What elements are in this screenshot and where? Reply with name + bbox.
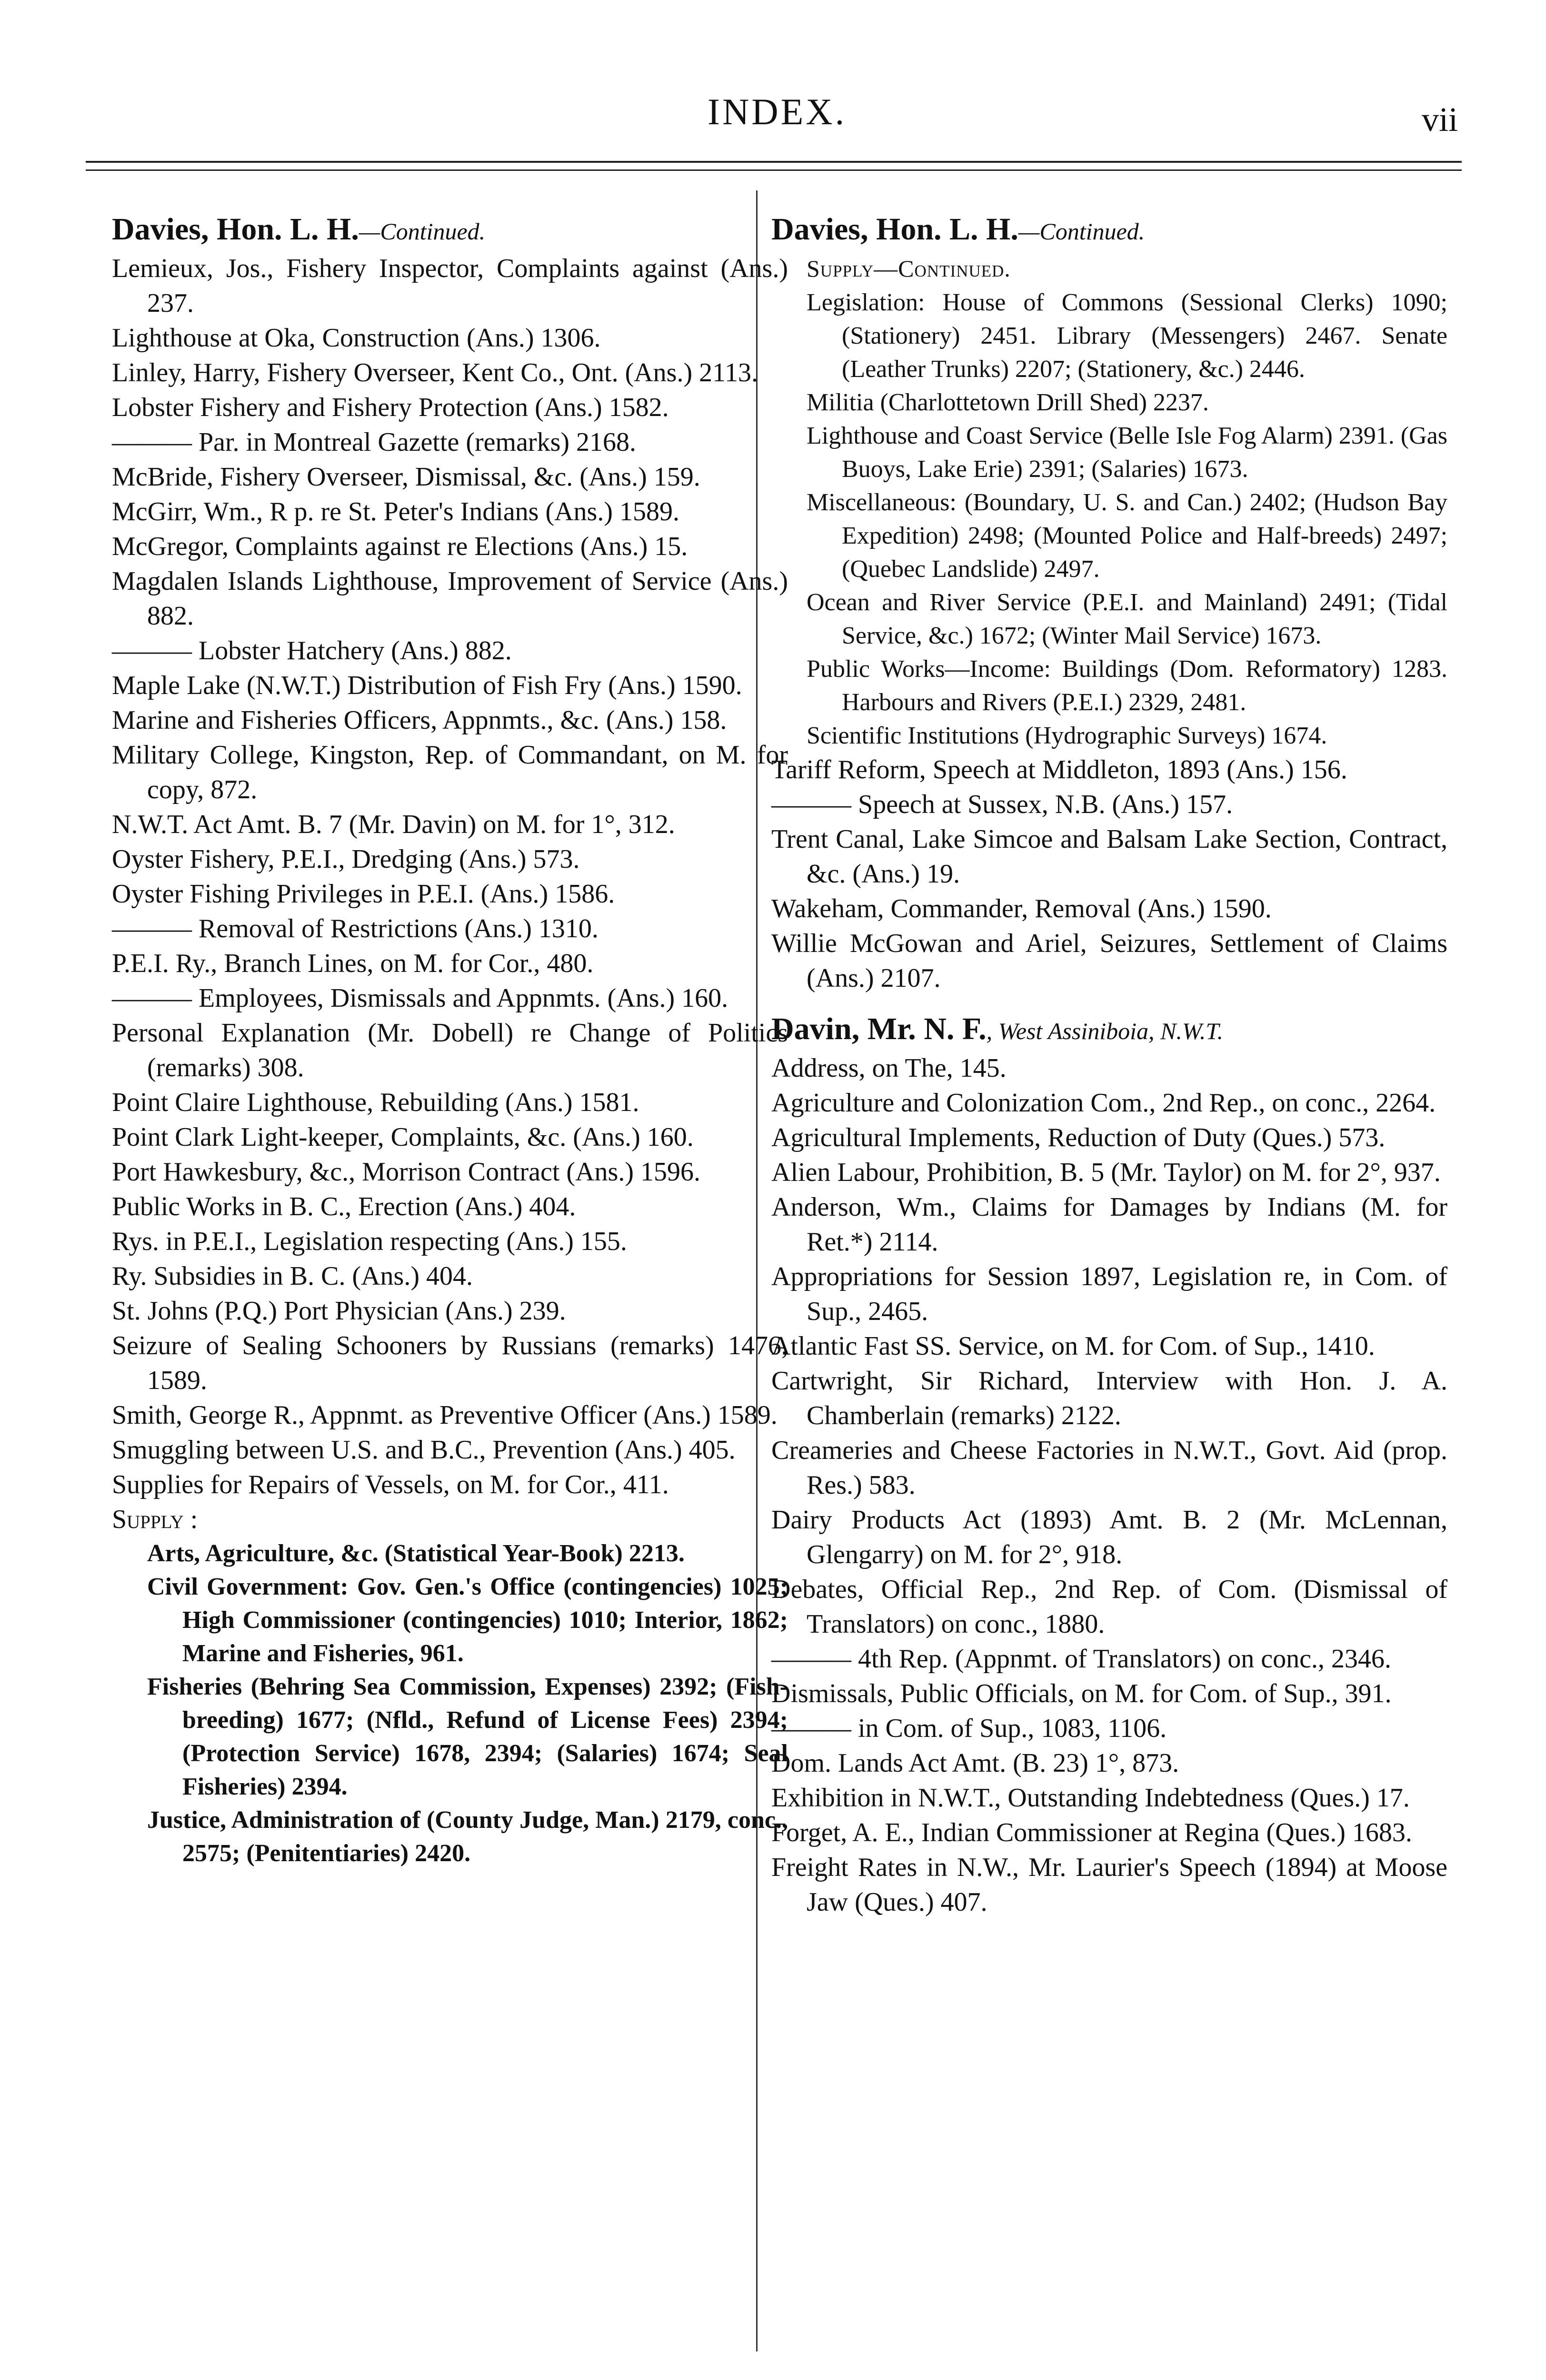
page-number: vii	[1422, 100, 1458, 139]
index-entry: Cartwright, Sir Richard, Interview with Hon. J. A. Chamberlain (remarks) 2122.	[771, 1366, 1447, 1430]
supply-entry: Public Works—Income: Buildings (Dom. Reformatory) 1283. Harbours and Rivers (P.E.I.) 2329, 2481.	[807, 655, 1447, 716]
index-entry: N.W.T. Act Amt. B. 7 (Mr. Davin) on M. for 1°, 312.	[112, 810, 675, 839]
page-header	[0, 90, 1546, 148]
supply-label: Supply :	[112, 1505, 198, 1534]
index-entry: Agriculture and Colonization Com., 2nd Rep., on conc., 2264.	[771, 1088, 1436, 1118]
index-entry: Seizure of Sealing Schooners by Russians (remarks) 1476, 1589.	[112, 1331, 788, 1395]
index-entry: McBride, Fishery Overseer, Dismissal, &c. (Ans.) 159.	[112, 462, 700, 492]
index-entry: Dismissals, Public Officials, on M. for Com. of Sup., 391.	[771, 1679, 1392, 1708]
index-entry: Linley, Harry, Fishery Overseer, Kent Co., Ont. (Ans.) 2113.	[112, 358, 758, 387]
index-entry: Wakeham, Commander, Removal (Ans.) 1590.	[771, 894, 1272, 923]
index-entry: St. Johns (P.Q.) Port Physician (Ans.) 239.	[112, 1296, 566, 1326]
supply-entry: Lighthouse and Coast Service (Belle Isle Fog Alarm) 2391. (Gas Buoys, Lake Erie) 2391; (Salaries) 1673.	[807, 422, 1447, 483]
supply-entry: Legislation: House of Commons (Sessional Clerks) 1090; (Stationery) 2451. Library (Messengers) 2467. Senate (Leather Trunks) 2207; (Stationery, &c.) 2446.	[807, 289, 1447, 383]
supply-entry: Civil Government: Gov. Gen.'s Office (contingencies) 1025; High Commissioner (contingencies) 1010; Interior, 1862; Marine and Fisheries, 961.	[147, 1573, 788, 1667]
page-title: INDEX.	[708, 91, 847, 132]
index-entry: Dairy Products Act (1893) Amt. B. 2 (Mr. McLennan, Glengarry) on M. for 2°, 918.	[771, 1505, 1447, 1569]
index-entry: Supplies for Repairs of Vessels, on M. for Cor., 411.	[112, 1470, 669, 1499]
index-entry: Point Clark Light-keeper, Complaints, &c. (Ans.) 160.	[112, 1122, 694, 1152]
index-subentry: ——— 4th Rep. (Appnmt. of Translators) on conc., 2346.	[771, 1642, 1447, 1676]
index-entry: Atlantic Fast SS. Service, on M. for Com. of Sup., 1410.	[771, 1331, 1375, 1361]
index-entry: Port Hawkesbury, &c., Morrison Contract (Ans.) 1596.	[112, 1157, 700, 1187]
index-heading: Davies, Hon. L. H.—Continued.	[112, 212, 486, 247]
index-entry: Smith, George R., Appnmt. as Preventive Officer (Ans.) 1589.	[112, 1400, 778, 1430]
index-entry: Ry. Subsidies in B. C. (Ans.) 404.	[112, 1261, 473, 1291]
index-entry: Appropriations for Session 1897, Legislation re, in Com. of Sup., 2465.	[771, 1262, 1447, 1326]
index-entry: Dom. Lands Act Amt. (B. 23) 1°, 873.	[771, 1748, 1179, 1778]
index-entry: Lighthouse at Oka, Construction (Ans.) 1306.	[112, 323, 601, 353]
index-entry: Lemieux, Jos., Fishery Inspector, Complaints against (Ans.) 237.	[112, 254, 788, 318]
index-entry: Point Claire Lighthouse, Rebuilding (Ans.) 1581.	[112, 1088, 639, 1117]
index-entry: Creameries and Cheese Factories in N.W.T., Govt. Aid (prop. Res.) 583.	[771, 1436, 1447, 1500]
index-entry: Rys. in P.E.I., Legislation respecting (Ans.) 155.	[112, 1227, 627, 1256]
index-entry: Oyster Fishery, P.E.I., Dredging (Ans.) 573.	[112, 844, 580, 874]
index-entry: Magdalen Islands Lighthouse, Improvement of Service (Ans.) 882.	[112, 566, 788, 631]
index-subentry: ——— Par. in Montreal Gazette (remarks) 2168.	[112, 425, 788, 460]
index-entry: Forget, A. E., Indian Commissioner at Regina (Ques.) 1683.	[771, 1818, 1412, 1847]
left-column	[112, 209, 788, 1870]
index-entry: Marine and Fisheries Officers, Appnmts., &c. (Ans.) 158.	[112, 705, 727, 735]
index-entry: Maple Lake (N.W.T.) Distribution of Fish Fry (Ans.) 1590.	[112, 671, 742, 700]
header-rule-bottom	[86, 169, 1462, 171]
index-entry: Alien Labour, Prohibition, B. 5 (Mr. Taylor) on M. for 2°, 937.	[771, 1158, 1441, 1187]
index-subentry: ——— Speech at Sussex, N.B. (Ans.) 157.	[771, 787, 1447, 822]
supply-label: Supply—Continued.	[807, 255, 1011, 282]
index-entry: Exhibition in N.W.T., Outstanding Indebtedness (Ques.) 17.	[771, 1783, 1410, 1813]
index-entry: Smuggling between U.S. and B.C., Prevention (Ans.) 405.	[112, 1435, 736, 1465]
index-heading: Davies, Hon. L. H.—Continued.	[771, 212, 1145, 247]
index-entry: McGregor, Complaints against re Elections (Ans.) 15.	[112, 532, 688, 561]
index-entry: Debates, Official Rep., 2nd Rep. of Com. (Dismissal of Translators) on conc., 1880.	[771, 1575, 1447, 1639]
index-entry: Address, on The, 145.	[771, 1053, 1007, 1083]
index-entry: Military College, Kingston, Rep. of Commandant, on M. for copy, 872.	[112, 740, 788, 804]
index-entry: Trent Canal, Lake Simcoe and Balsam Lake Section, Contract, &c. (Ans.) 19.	[771, 824, 1447, 889]
supply-entry: Ocean and River Service (P.E.I. and Mainland) 2491; (Tidal Service, &c.) 1672; (Winter Mail Service) 1673.	[807, 589, 1447, 649]
index-entry: Personal Explanation (Mr. Dobell) re Change of Politics (remarks) 308.	[112, 1018, 788, 1082]
index-entry: Agricultural Implements, Reduction of Duty (Ques.) 573.	[771, 1123, 1386, 1152]
index-entry: Anderson, Wm., Claims for Damages by Indians (M. for Ret.*) 2114.	[771, 1192, 1447, 1257]
index-entry: Tariff Reform, Speech at Middleton, 1893 (Ans.) 156.	[771, 755, 1347, 784]
header-rule-top	[86, 161, 1462, 163]
index-subentry: ——— Employees, Dismissals and Appnmts. (Ans.) 160.	[112, 981, 788, 1016]
index-entry: Lobster Fishery and Fishery Protection (Ans.) 1582.	[112, 393, 669, 422]
supply-entry: Fisheries (Behring Sea Commission, Expenses) 2392; (Fish-breeding) 1677; (Nfld., Refund of License Fees) 2394; (Protection Service) 1678, 2394; (Salaries) 1674; Seal Fisheries) 2394.	[147, 1673, 788, 1800]
right-column	[771, 209, 1447, 1920]
index-entry: Public Works in B. C., Erection (Ans.) 404.	[112, 1192, 576, 1221]
index-subentry: ——— Lobster Hatchery (Ans.) 882.	[112, 634, 788, 668]
index-subentry: ——— in Com. of Sup., 1083, 1106.	[771, 1711, 1447, 1746]
supply-entry: Miscellaneous: (Boundary, U. S. and Can.) 2402; (Hudson Bay Expedition) 2498; (Mounted Police and Half-breeds) 2497; (Quebec Landslide) 2497.	[807, 489, 1447, 583]
index-heading: Davin, Mr. N. F., West Assiniboia, N.W.T.	[771, 1012, 1223, 1046]
supply-entry: Justice, Administration of (County Judge, Man.) 2179, conc., 2575; (Penitentiaries) 2420.	[147, 1806, 788, 1867]
supply-entry: Arts, Agriculture, &c. (Statistical Year-Book) 2213.	[147, 1540, 685, 1567]
index-entry: P.E.I. Ry., Branch Lines, on M. for Cor., 480.	[112, 949, 594, 978]
index-subentry: ——— Removal of Restrictions (Ans.) 1310.	[112, 912, 788, 946]
supply-entry: Militia (Charlottetown Drill Shed) 2237.	[807, 389, 1209, 416]
index-entry: Oyster Fishing Privileges in P.E.I. (Ans.) 1586.	[112, 879, 615, 909]
index-entry: Freight Rates in N.W., Mr. Laurier's Speech (1894) at Moose Jaw (Ques.) 407.	[771, 1853, 1447, 1917]
index-entry: Willie McGowan and Ariel, Seizures, Settlement of Claims (Ans.) 2107.	[771, 929, 1447, 993]
supply-entry: Scientific Institutions (Hydrographic Surveys) 1674.	[807, 722, 1327, 749]
index-entry: McGirr, Wm., R p. re St. Peter's Indians (Ans.) 1589.	[112, 497, 679, 526]
